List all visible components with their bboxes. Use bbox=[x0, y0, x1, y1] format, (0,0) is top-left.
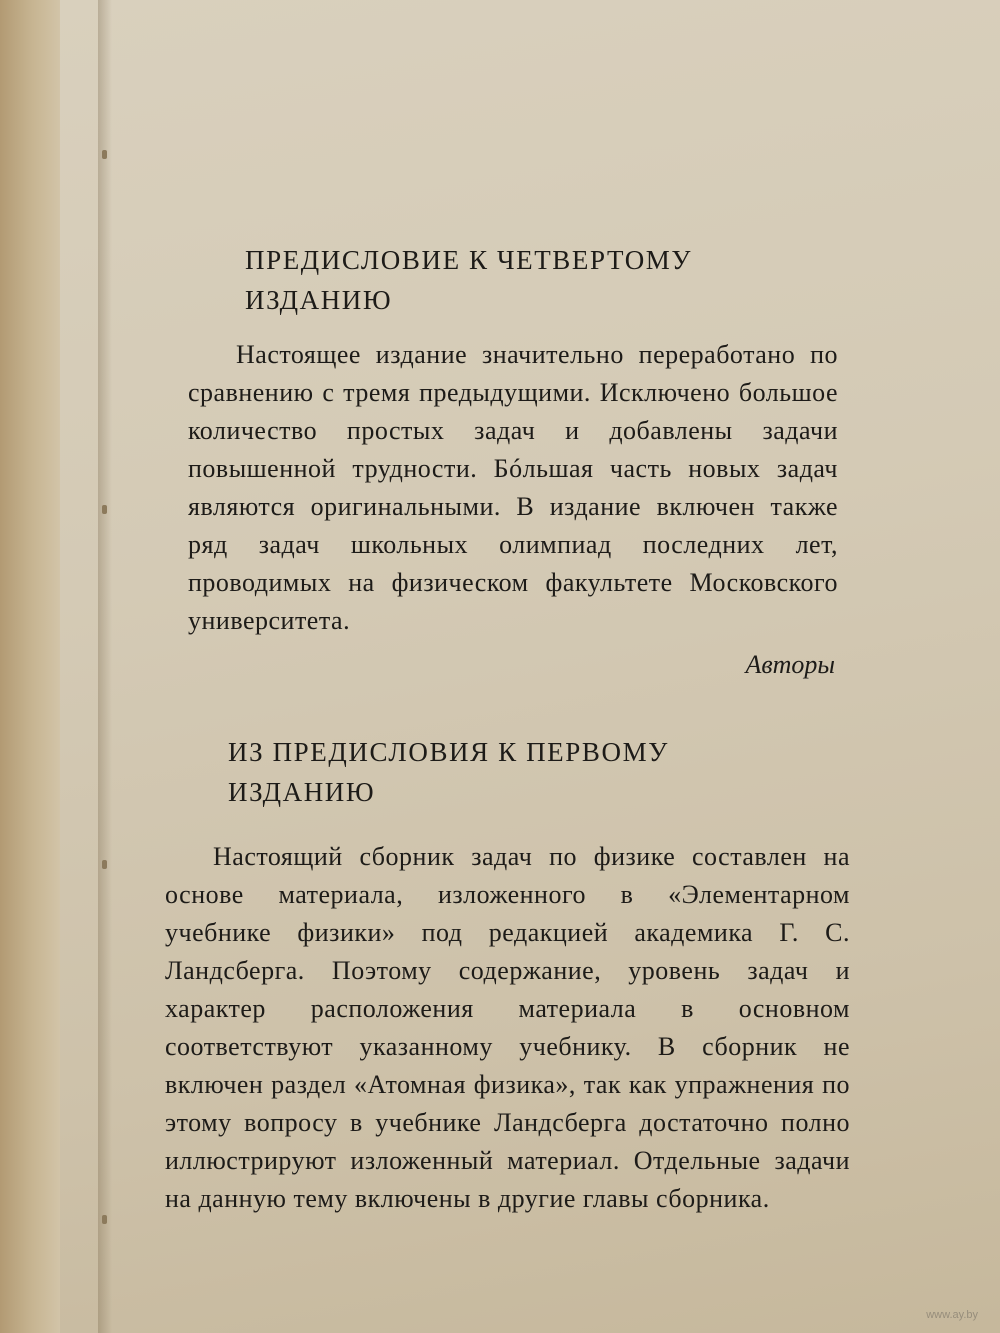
watermark: www.ay.by bbox=[926, 1309, 978, 1321]
adjacent-page-edge bbox=[0, 0, 60, 1333]
binding-stitch bbox=[102, 505, 107, 514]
heading-line: ИЗДАНИЮ bbox=[228, 777, 376, 807]
preface-first-edition-body bbox=[165, 838, 850, 1218]
binding-stitch bbox=[102, 150, 107, 159]
page-binding bbox=[98, 0, 112, 1333]
preface-paragraph: Настоящее издание значительно переработано по сравнению с тремя предыдущими. Исключено большое количество простых задач и добавлены задачи повышенной трудности. Бóльшая часть новых задач являются оригинальными. В издание включен также ряд задач школьных олимпиад последних лет, проводимых на физическом факультете Московского университета. bbox=[188, 340, 838, 635]
heading-line: ИЗДАНИЮ bbox=[245, 285, 393, 315]
binding-stitch bbox=[102, 1215, 107, 1224]
heading-line: ПРЕДИСЛОВИЕ К ЧЕТВЕРТОМУ bbox=[245, 245, 693, 275]
heading-line: ИЗ ПРЕДИСЛОВИЯ К ПЕРВОМУ bbox=[228, 737, 669, 767]
preface-first-edition-heading bbox=[228, 732, 828, 812]
preface-paragraph: Настоящий сборник задач по физике составлен на основе материала, изложенного в «Элементарном учебнике физики» под редакцией академика Г. С. Ландсберга. Поэтому содержание, уровень задач и характер расположения материала в основном соответствуют указанному учебнику. В сборник не включен раздел «Атомная физика», так как упражнения по этому вопросу в учебнике Ландсберга достаточно полно иллюстрируют изложенный материал. Отдельные задачи на данную тему включены в другие главы сборника. bbox=[165, 842, 850, 1213]
preface-fourth-edition-body bbox=[188, 336, 838, 640]
binding-stitch bbox=[102, 860, 107, 869]
preface-fourth-edition-heading bbox=[245, 240, 805, 320]
authors-signature: Авторы bbox=[745, 650, 835, 679]
